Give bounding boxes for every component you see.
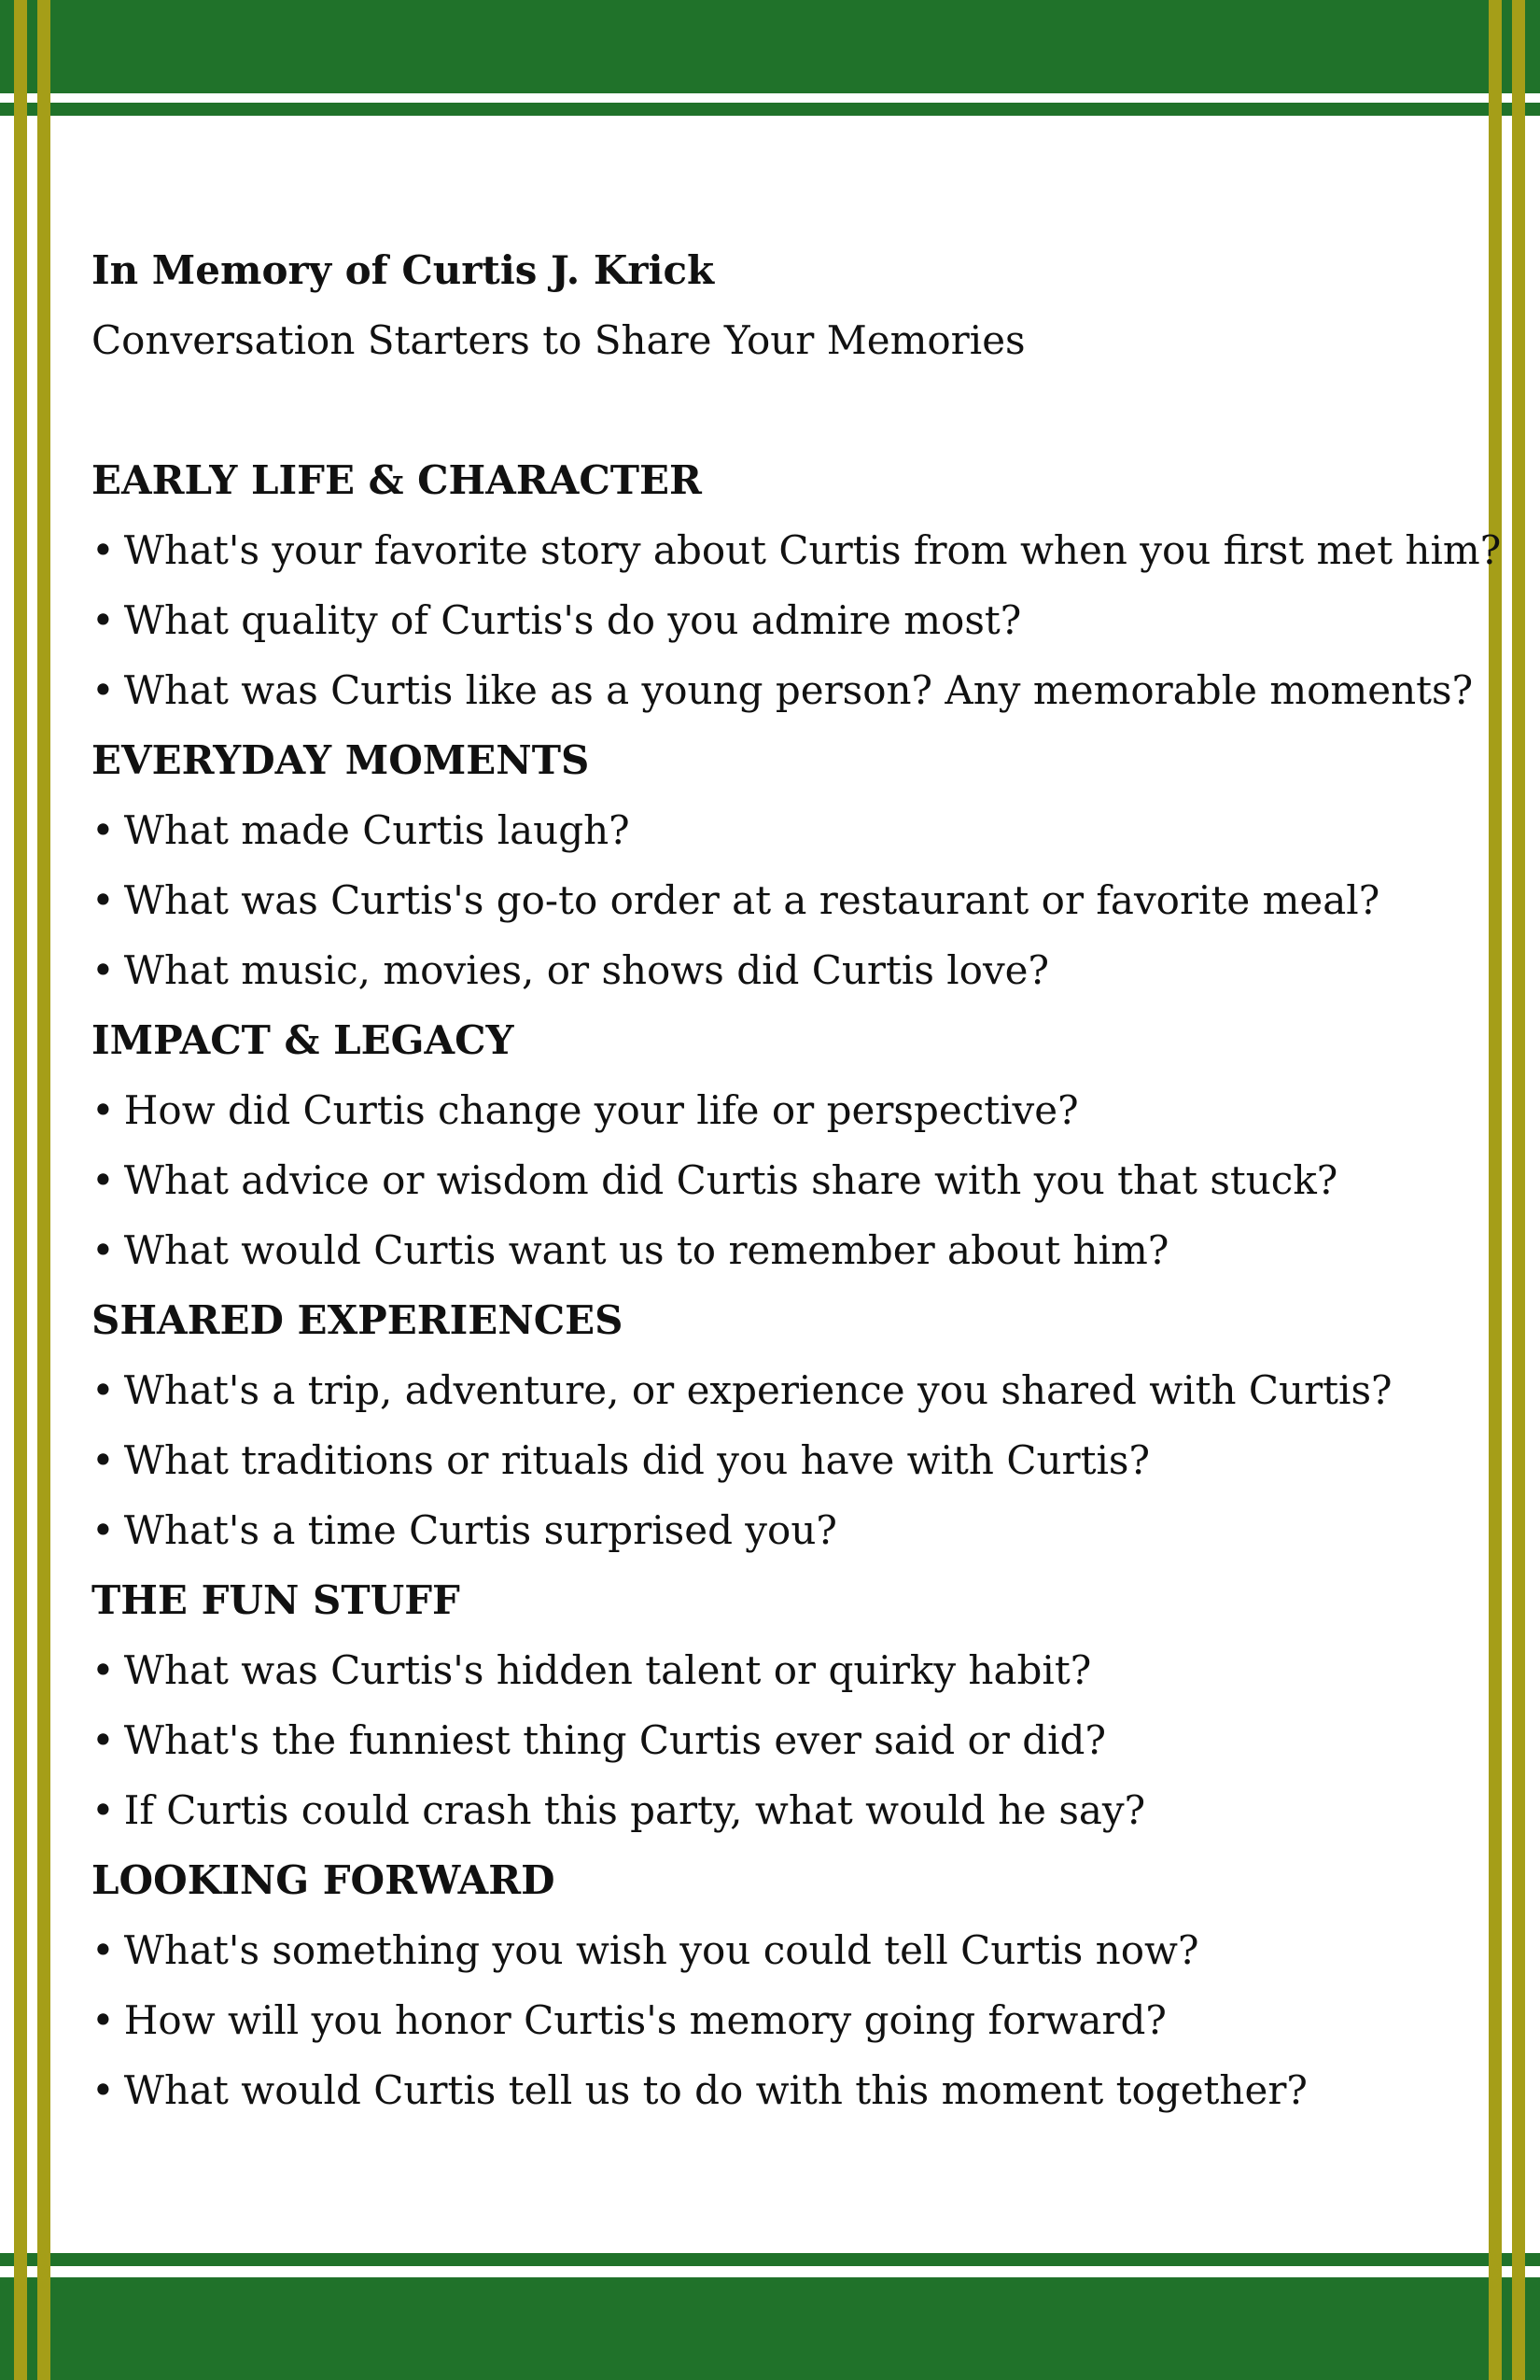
page-subtitle: Conversation Starters to Share Your Memories <box>91 317 1026 363</box>
question-text: What traditions or rituals did you have with Curtis? <box>123 1437 1150 1483</box>
question-item <box>91 1775 1454 1845</box>
question-item <box>91 795 1454 865</box>
question-item <box>91 1915 1454 1985</box>
memorial-content <box>91 235 1502 2125</box>
bullet-icon: • <box>91 1087 115 1133</box>
section-heading: THE FUN STUFF <box>91 1577 460 1623</box>
question-text: How will you honor Curtis's memory going forward? <box>123 1997 1167 2043</box>
bullet-icon: • <box>91 1717 115 1763</box>
question-item <box>91 1495 1454 1565</box>
bullet-icon: • <box>91 1227 115 1273</box>
right-outer-gold-stripe <box>1512 0 1525 2380</box>
bullet-icon: • <box>91 1507 115 1553</box>
bullet-icon: • <box>91 807 115 853</box>
section-heading: EARLY LIFE & CHARACTER <box>91 457 702 503</box>
bullet-icon: • <box>91 527 115 573</box>
question-item <box>91 865 1454 935</box>
bullet-icon: • <box>91 667 115 713</box>
question-text: What made Curtis laugh? <box>123 807 630 853</box>
bullet-icon: • <box>91 947 115 993</box>
question-text: What advice or wisdom did Curtis share with you that stuck? <box>123 1157 1338 1203</box>
bullet-icon: • <box>91 597 115 643</box>
question-item <box>91 1075 1454 1145</box>
question-text: What's your favorite story about Curtis from when you first met him? <box>123 527 1502 573</box>
right-inner-gold-stripe <box>1489 0 1502 2380</box>
question-item <box>91 2055 1454 2125</box>
question-text: What would Curtis tell us to do with this moment together? <box>123 2067 1308 2113</box>
bullet-icon: • <box>91 2067 115 2113</box>
question-item <box>91 585 1454 655</box>
bullet-icon: • <box>91 877 115 923</box>
bottom-green-band <box>0 2277 1540 2380</box>
question-text: What music, movies, or shows did Curtis love? <box>123 947 1050 993</box>
section-heading: SHARED EXPERIENCES <box>91 1297 623 1343</box>
question-text: What's a trip, adventure, or experience you shared with Curtis? <box>123 1367 1393 1413</box>
bottom-green-rule <box>0 2253 1540 2266</box>
question-text: What's something you wish you could tell Curtis now? <box>123 1927 1199 1973</box>
section-heading: IMPACT & LEGACY <box>91 1017 514 1063</box>
bullet-icon: • <box>91 1647 115 1693</box>
bullet-icon: • <box>91 1367 115 1413</box>
question-text: What would Curtis want us to remember about him? <box>123 1227 1169 1273</box>
section-heading: EVERYDAY MOMENTS <box>91 737 590 783</box>
bullet-icon: • <box>91 1927 115 1973</box>
question-text: If Curtis could crash this party, what would he say? <box>123 1787 1146 1833</box>
title-spacer <box>91 375 1454 445</box>
question-text: How did Curtis change your life or perspective? <box>123 1087 1079 1133</box>
question-item <box>91 1985 1454 2055</box>
question-item <box>91 935 1454 1005</box>
bullet-icon: • <box>91 1157 115 1203</box>
question-text: What was Curtis's go-to order at a restaurant or favorite meal? <box>123 877 1380 923</box>
left-outer-gold-stripe <box>14 0 27 2380</box>
bullet-icon: • <box>91 1997 115 2043</box>
left-inner-gold-stripe <box>37 0 50 2380</box>
bullet-icon: • <box>91 1787 115 1833</box>
question-text: What's a time Curtis surprised you? <box>123 1507 837 1553</box>
bullet-icon: • <box>91 1437 115 1483</box>
question-item <box>91 1635 1454 1705</box>
sections-list <box>91 445 1502 2125</box>
top-green-band <box>0 0 1540 93</box>
question-item <box>91 1355 1454 1425</box>
section-heading: LOOKING FORWARD <box>91 1857 555 1903</box>
question-item <box>91 655 1474 725</box>
question-text: What was Curtis like as a young person? Any memorable moments? <box>123 667 1474 713</box>
question-text: What quality of Curtis's do you admire most? <box>123 597 1022 643</box>
question-item <box>91 1425 1454 1495</box>
top-green-rule <box>0 103 1540 116</box>
question-item <box>91 515 1502 585</box>
question-item <box>91 1215 1454 1285</box>
page-title: In Memory of Curtis J. Krick <box>91 247 715 293</box>
question-item <box>91 1145 1454 1215</box>
question-text: What's the funniest thing Curtis ever said or did? <box>123 1717 1106 1763</box>
question-item <box>91 1705 1454 1775</box>
question-text: What was Curtis's hidden talent or quirky habit? <box>123 1647 1092 1693</box>
